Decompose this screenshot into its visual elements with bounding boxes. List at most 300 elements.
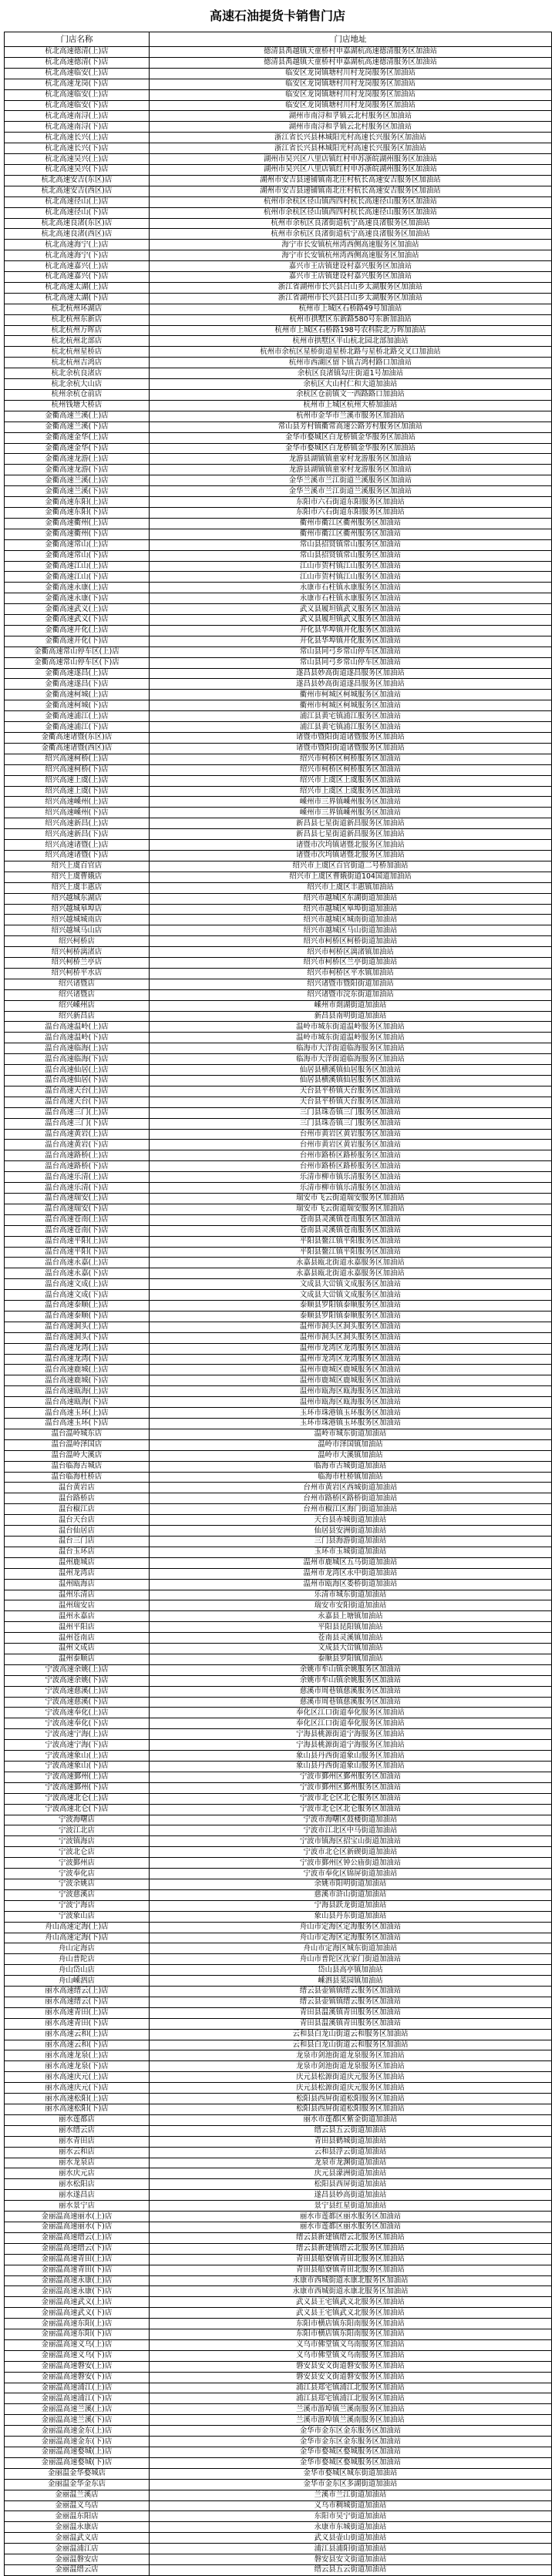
store-name-cell: 温台高速温岭(下)店 bbox=[5, 1033, 150, 1043]
store-name-cell: 丽水高速龙泉(上)店 bbox=[5, 2050, 150, 2061]
table-row bbox=[5, 2308, 552, 2319]
table-row bbox=[5, 1633, 552, 1644]
store-name-cell: 杭北高速嘉兴(上)店 bbox=[5, 261, 150, 272]
store-name-cell: 杭北高速南浔(上)店 bbox=[5, 111, 150, 122]
store-address-cell: 温州市鹿城区鹿城服务区加油站 bbox=[150, 1375, 552, 1386]
table-row bbox=[5, 100, 552, 111]
store-name-cell: 宁波北仑店 bbox=[5, 1847, 150, 1858]
store-name-cell: 温台高速瓯海(下)店 bbox=[5, 1397, 150, 1408]
store-address-cell: 松阳县西屏街道松阳服务区加油站 bbox=[150, 2094, 552, 2104]
store-address-cell: 湖州市吴兴区八里店镇红村申苏浙皖湖州服务区加油站 bbox=[150, 164, 552, 175]
store-address-cell: 金华市金东区金东服务区加油站 bbox=[150, 2437, 552, 2447]
table-row bbox=[5, 1782, 552, 1793]
table-row bbox=[5, 572, 552, 583]
store-name-cell: 金丽温高速金东(上)店 bbox=[5, 2426, 150, 2437]
table-row bbox=[5, 2329, 552, 2340]
table-row bbox=[5, 1933, 552, 1943]
table-row bbox=[5, 2275, 552, 2286]
store-address-cell: 绍兴诸暨市暨阳街道加油站 bbox=[150, 979, 552, 989]
table-row bbox=[5, 1847, 552, 1858]
store-address-cell: 金华市婺城区白龙桥镇金华服务区加油站 bbox=[150, 432, 552, 443]
store-address-cell: 杭州市金华市兰溪市服务区加油站 bbox=[150, 411, 552, 421]
store-address-cell: 杭州市余杭区径山镇西四村杭长高速径山服务区加油站 bbox=[150, 196, 552, 207]
store-name-cell: 宁波镇海店 bbox=[5, 1836, 150, 1847]
store-address-cell: 瑞安市飞云街道瑞安服务区加油站 bbox=[150, 1204, 552, 1214]
store-address-cell: 缙云县新建镇缙云北服务区加油站 bbox=[150, 2232, 552, 2243]
table-row bbox=[5, 775, 552, 786]
store-name-cell: 杭北高速长兴(下)店 bbox=[5, 143, 150, 154]
table-row bbox=[5, 1547, 552, 1557]
table-row bbox=[5, 1922, 552, 1933]
store-address-cell: 衢州市柯城区柯城服务区加油站 bbox=[150, 700, 552, 711]
store-address-cell: 临安区龙岗镇塘村川村龙岗服务区加油站 bbox=[150, 89, 552, 100]
store-address-cell: 临海市大洋街道临海服务区加油站 bbox=[150, 1054, 552, 1065]
table-row bbox=[5, 2201, 552, 2212]
store-address-cell: 庆元县松源街道庆元服务区加油站 bbox=[150, 2072, 552, 2083]
store-address-cell: 武义县履坦镇武义服务区加油站 bbox=[150, 604, 552, 615]
table-row bbox=[5, 1408, 552, 1419]
store-name-cell: 温台高速泰顺(下)店 bbox=[5, 1311, 150, 1322]
store-address-cell: 温州市瓯海区娄桥街道加油站 bbox=[150, 1579, 552, 1590]
store-name-cell: 金衢高速常山停车区(下)店 bbox=[5, 657, 150, 668]
store-address-cell: 浦江县郑宅镇浦江北服务区加油站 bbox=[150, 2383, 552, 2393]
store-name-cell: 丽水景宁店 bbox=[5, 2201, 150, 2212]
table-row bbox=[5, 1858, 552, 1869]
store-address-cell: 舟山市定海区定海服务区加油站 bbox=[150, 1922, 552, 1933]
table-row bbox=[5, 625, 552, 636]
store-name-cell: 杭北高速吴兴(上)店 bbox=[5, 154, 150, 165]
table-row bbox=[5, 1568, 552, 1579]
store-address-cell: 云和县白龙山街道云和服务区加油站 bbox=[150, 2029, 552, 2040]
store-name-cell: 温台高速洞头(下)店 bbox=[5, 1332, 150, 1343]
store-address-cell: 浦江县郑宅镇浦江北服务区加油站 bbox=[150, 2393, 552, 2404]
store-address-cell: 云和县浮云街道加油站 bbox=[150, 2147, 552, 2158]
store-address-cell: 仙居县横溪镇仙居服务区加油站 bbox=[150, 1065, 552, 1076]
store-name-cell: 绍兴高速柯桥(上)店 bbox=[5, 754, 150, 764]
store-name-cell: 金衢高速金华(下)店 bbox=[5, 443, 150, 454]
store-address-cell: 东阳市吴宁街道加油站 bbox=[150, 2511, 552, 2522]
store-address-cell: 文成县大峃镇文成服务区加油站 bbox=[150, 1279, 552, 1290]
store-address-cell: 温州市瓯海区瓯海服务区加油站 bbox=[150, 1397, 552, 1408]
store-address-cell: 临海市杜桥镇加油站 bbox=[150, 1472, 552, 1483]
store-name-cell: 温台高速温岭(上)店 bbox=[5, 1022, 150, 1033]
table-row bbox=[5, 1129, 552, 1140]
table-row bbox=[5, 1279, 552, 1290]
table-row bbox=[5, 1493, 552, 1504]
store-name-cell: 杭北高速太湖(下)店 bbox=[5, 293, 150, 304]
store-name-cell: 丽水高速云和(上)店 bbox=[5, 2029, 150, 2040]
store-name-cell: 丽水高速龙泉(下)店 bbox=[5, 2061, 150, 2072]
store-address-cell: 浙江省湖州市长兴县吕山乡太湖服务区加油站 bbox=[150, 282, 552, 293]
store-name-cell: 金衢高速兰溪(上)店 bbox=[5, 411, 150, 421]
store-name-cell: 杭北高速临安(上)店 bbox=[5, 68, 150, 79]
store-address-cell: 绍兴市上虞区丰惠镇加油站 bbox=[150, 882, 552, 893]
store-address-cell: 杭州市余杭区星桥街道星桥北路与星桥北路交叉口加油站 bbox=[150, 347, 552, 358]
table-row bbox=[5, 47, 552, 58]
table-row bbox=[5, 507, 552, 518]
table-row bbox=[5, 636, 552, 647]
store-address-cell: 绍兴市越城区城南街道加油站 bbox=[150, 915, 552, 925]
store-address-cell: 临安区龙岗镇塘村川村龙岗服务区加油站 bbox=[150, 68, 552, 79]
store-name-cell: 温台高速临海(上)店 bbox=[5, 1043, 150, 1054]
table-row bbox=[5, 743, 552, 754]
store-name-cell: 丽水云和店 bbox=[5, 2147, 150, 2158]
store-address-cell: 德清县禹越镇天童桥村申嘉湖杭高速德清服务区加油站 bbox=[150, 47, 552, 58]
table-row bbox=[5, 133, 552, 143]
store-name-cell: 舟山嵊泗店 bbox=[5, 1976, 150, 1987]
table-row bbox=[5, 1343, 552, 1354]
store-name-cell: 金丽温高速武义(下)店 bbox=[5, 2308, 150, 2319]
store-address-cell: 嵊州市三界镇嵊州服务区加油站 bbox=[150, 808, 552, 818]
store-name-cell: 金衢高速柯城(下)店 bbox=[5, 700, 150, 711]
store-name-cell: 丽水莲都店 bbox=[5, 2114, 150, 2125]
store-address-cell: 丽水市莲都区丽水服务区加油站 bbox=[150, 2222, 552, 2232]
store-address-cell: 绍兴市柯桥区平水镇加油站 bbox=[150, 968, 552, 979]
store-address-cell: 台州市黄岩区黄岩服务区加油站 bbox=[150, 1129, 552, 1140]
store-address-cell: 嘉兴市王店镇建设村嘉兴服务区加油站 bbox=[150, 261, 552, 272]
store-address-cell: 丽水市莲都区紫金街道加油站 bbox=[150, 2114, 552, 2125]
store-address-cell: 三门县珠岙镇三门服务区加油站 bbox=[150, 1118, 552, 1129]
store-address-cell: 泰顺县罗阳镇泰顺服务区加油站 bbox=[150, 1311, 552, 1322]
table-row bbox=[5, 432, 552, 443]
store-name-cell: 丽水高速青田(下)店 bbox=[5, 2018, 150, 2029]
store-address-cell: 缙云县新建镇缙云北服务区加油站 bbox=[150, 2243, 552, 2254]
store-address-cell: 湖州市南浔和孚镇云北村服务区加油站 bbox=[150, 111, 552, 122]
store-name-cell: 金衢高速东阳(上)店 bbox=[5, 497, 150, 508]
table-row bbox=[5, 754, 552, 764]
table-row bbox=[5, 893, 552, 904]
store-address-cell: 余杭区仓前镇文一西路路口加油站 bbox=[150, 390, 552, 401]
store-name-cell: 宁波余姚店 bbox=[5, 1879, 150, 1889]
store-address-cell: 绍兴诸暨市浣东街道加油站 bbox=[150, 989, 552, 1000]
store-name-cell: 杭北高速临安(下)店 bbox=[5, 100, 150, 111]
table-row bbox=[5, 1214, 552, 1225]
table-row bbox=[5, 314, 552, 325]
store-name-cell: 绍兴高速诸暨(下)店 bbox=[5, 850, 150, 861]
store-address-cell: 兰溪市游埠镇兰溪南服务区加油站 bbox=[150, 2415, 552, 2426]
store-address-cell: 永康市西城街道永康北服务区加油站 bbox=[150, 2286, 552, 2297]
store-name-cell: 杭北高速南浔(下)店 bbox=[5, 122, 150, 133]
store-name-cell: 丽水高速青田(上)店 bbox=[5, 2007, 150, 2018]
store-address-cell: 慈溪市周巷镇慈溪服务区加油站 bbox=[150, 1697, 552, 1708]
store-address-cell: 常山县招贤镇常山服务区加油站 bbox=[150, 550, 552, 561]
store-name-cell: 温台高速平阳(下)店 bbox=[5, 1247, 150, 1258]
table-row bbox=[5, 2104, 552, 2115]
store-address-cell: 东阳市六石街道东阳服务区加油站 bbox=[150, 507, 552, 518]
table-row bbox=[5, 2083, 552, 2094]
store-address-cell: 温州市鹿城区五马街道加油站 bbox=[150, 1557, 552, 1568]
store-address-cell: 苍南县灵溪镇加油站 bbox=[150, 1633, 552, 1644]
table-row bbox=[5, 1354, 552, 1365]
store-name-cell: 温台三门店 bbox=[5, 1536, 150, 1547]
store-name-cell: 金丽温高速永康(下)店 bbox=[5, 2286, 150, 2297]
store-name-cell: 温台高速三门(上)店 bbox=[5, 1107, 150, 1118]
store-name-cell: 温州苍南店 bbox=[5, 1633, 150, 1644]
store-name-cell: 杭北高速临安(上)店 bbox=[5, 89, 150, 100]
table-row bbox=[5, 690, 552, 700]
store-name-cell: 绍兴上虞丰惠店 bbox=[5, 882, 150, 893]
store-address-cell: 磐安县安文街道加油站 bbox=[150, 2554, 552, 2565]
store-address-cell: 杭州市上城区石桥路198号农科院北万晖加油站 bbox=[150, 325, 552, 336]
table-row bbox=[5, 240, 552, 250]
store-address-cell: 宁波市北仑区北仑服务区加油站 bbox=[150, 1804, 552, 1815]
store-name-cell: 杭北杭州东新店 bbox=[5, 314, 150, 325]
store-name-cell: 温台高速洞头(上)店 bbox=[5, 1322, 150, 1332]
store-address-cell: 永康市西城街道永康北服务区加油站 bbox=[150, 2275, 552, 2286]
table-row bbox=[5, 1419, 552, 1429]
store-name-cell: 金丽温高速兰溪(上)店 bbox=[5, 2404, 150, 2415]
store-name-cell: 丽水高速庆元(下)店 bbox=[5, 2083, 150, 2094]
store-address-cell: 龙泉市剑池街道龙泉服务区加油站 bbox=[150, 2061, 552, 2072]
store-address-cell: 诸暨市暨阳街道诸暨服务区加油站 bbox=[150, 743, 552, 754]
store-address-cell: 绍兴市越城区皋埠街道加油站 bbox=[150, 904, 552, 915]
table-row bbox=[5, 122, 552, 133]
table-row bbox=[5, 443, 552, 454]
store-name-cell: 杭北高速嘉兴(下)店 bbox=[5, 272, 150, 283]
store-address-cell: 浙江省湖州市长兴县吕山乡太湖服务区加油站 bbox=[150, 293, 552, 304]
store-name-cell: 金丽温高速缙云(上)店 bbox=[5, 2232, 150, 2243]
store-address-cell: 宁波市镇海区招宝山街道加油站 bbox=[150, 1836, 552, 1847]
store-name-cell: 金丽温武义店 bbox=[5, 2533, 150, 2544]
store-address-cell: 玉环市玉城街道加油站 bbox=[150, 1547, 552, 1557]
store-address-cell: 常山县同弓乡常山停车区加油站 bbox=[150, 657, 552, 668]
table-row bbox=[5, 1483, 552, 1493]
table-row bbox=[5, 561, 552, 572]
table-row bbox=[5, 154, 552, 165]
table-row bbox=[5, 282, 552, 293]
table-row bbox=[5, 968, 552, 979]
store-address-cell: 台州市椒江区海门街道加油站 bbox=[150, 1504, 552, 1515]
table-row bbox=[5, 379, 552, 390]
store-address-cell: 宁波市鄞州区鄞州服务区加油站 bbox=[150, 1772, 552, 1782]
table-row bbox=[5, 68, 552, 79]
table-row bbox=[5, 111, 552, 122]
store-address-cell: 松阳县西屏街道松阳服务区加油站 bbox=[150, 2104, 552, 2115]
table-row bbox=[5, 1879, 552, 1889]
store-address-cell: 金华市金东区多湖街道加油站 bbox=[150, 2479, 552, 2490]
store-name-cell: 丽水缙云店 bbox=[5, 2125, 150, 2136]
store-name-cell: 金衢高速龙游(上)店 bbox=[5, 454, 150, 465]
store-name-cell: 温台高速永嘉(上)店 bbox=[5, 1258, 150, 1268]
store-name-cell: 金衢高速遂昌(上)店 bbox=[5, 668, 150, 679]
table-row bbox=[5, 2511, 552, 2522]
table-row bbox=[5, 2254, 552, 2265]
store-address-cell: 江山市贺村镇江山服务区加油站 bbox=[150, 572, 552, 583]
table-row bbox=[5, 358, 552, 368]
store-name-cell: 金丽温高速青田(下)店 bbox=[5, 2265, 150, 2275]
store-name-cell: 金丽温高速东阳(上)店 bbox=[5, 2319, 150, 2329]
table-row bbox=[5, 1987, 552, 1997]
store-name-cell: 绍兴诸暨店 bbox=[5, 979, 150, 989]
store-name-cell: 绍兴高速诸暨(上)店 bbox=[5, 840, 150, 851]
store-name-cell: 温州瑞安店 bbox=[5, 1600, 150, 1611]
store-address-cell: 泰顺县罗阳镇泰顺服务区加油站 bbox=[150, 1301, 552, 1312]
store-address-cell: 金华市婺城区白龙桥镇金华服务区加油站 bbox=[150, 443, 552, 454]
store-address-cell: 天台县赤城街道加油站 bbox=[150, 1515, 552, 1526]
table-row bbox=[5, 368, 552, 379]
store-address-cell: 慈溪市周巷镇慈溪服务区加油站 bbox=[150, 1686, 552, 1697]
store-address-cell: 绍兴市柯桥区柯桥街道加油站 bbox=[150, 936, 552, 947]
table-row bbox=[5, 2265, 552, 2275]
store-address-cell: 青田县温溪镇青田服务区加油站 bbox=[150, 2018, 552, 2029]
table-row bbox=[5, 1183, 552, 1194]
store-name-cell: 杭北高速德清(下)店 bbox=[5, 57, 150, 68]
table-row bbox=[5, 2072, 552, 2083]
table-row bbox=[5, 1172, 552, 1183]
store-name-cell: 温州泰顺店 bbox=[5, 1654, 150, 1664]
table-row bbox=[5, 1204, 552, 1214]
store-address-cell: 宁海县桃源街道宁海服务区加油站 bbox=[150, 1740, 552, 1751]
store-address-cell: 常山县芳村镇衢常高速公路芳村服务区加油站 bbox=[150, 421, 552, 432]
store-name-cell: 宁波高速鄞州(下)店 bbox=[5, 1782, 150, 1793]
table-row bbox=[5, 2544, 552, 2554]
store-address-cell: 缙云县五云街道加油站 bbox=[150, 2125, 552, 2136]
store-address-cell: 象山县丹西街道象山服务区加油站 bbox=[150, 1751, 552, 1762]
store-address-cell: 奉化区江口街道奉化服务区加油站 bbox=[150, 1708, 552, 1718]
store-address-cell: 青田县鹤城街道加油站 bbox=[150, 2136, 552, 2147]
store-address-cell: 天台县平桥镇天台服务区加油站 bbox=[150, 1086, 552, 1097]
table-row bbox=[5, 1065, 552, 1076]
store-name-cell: 温州平阳店 bbox=[5, 1622, 150, 1633]
store-name-cell: 温台高速泰顺(上)店 bbox=[5, 1301, 150, 1312]
store-address-cell: 余姚市牟山镇余姚服务区加油站 bbox=[150, 1664, 552, 1675]
store-name-cell: 金丽温磐安店 bbox=[5, 2554, 150, 2565]
store-address-cell: 台州市路桥区路桥服务区加油站 bbox=[150, 1150, 552, 1161]
store-name-cell: 金丽温高速义乌(下)店 bbox=[5, 2350, 150, 2361]
table-row bbox=[5, 1236, 552, 1247]
store-name-cell: 杭北高速太湖(上)店 bbox=[5, 282, 150, 293]
store-name-cell: 金丽温高速婺城(上)店 bbox=[5, 2447, 150, 2458]
store-address-cell: 兰溪市兰江街道加油站 bbox=[150, 2490, 552, 2500]
store-address-cell: 杭州市余杭区径山镇西四村杭长高速径山服务区加油站 bbox=[150, 207, 552, 218]
store-address-cell: 平阳县鳌江镇平阳服务区加油站 bbox=[150, 1247, 552, 1258]
table-row bbox=[5, 1611, 552, 1622]
table-row bbox=[5, 2533, 552, 2544]
store-address-cell: 温岭市泽国镇加油站 bbox=[150, 1439, 552, 1450]
store-name-cell: 舟山定海店 bbox=[5, 1943, 150, 1954]
table-row bbox=[5, 1526, 552, 1537]
table-row bbox=[5, 2522, 552, 2533]
table-row bbox=[5, 186, 552, 196]
store-name-cell: 宁波高速余姚(上)店 bbox=[5, 1664, 150, 1675]
table-row bbox=[5, 1718, 552, 1729]
store-address-cell: 青田县温溪镇青田服务区加油站 bbox=[150, 2007, 552, 2018]
store-address-cell: 台州市路桥区路桥街道加油站 bbox=[150, 1493, 552, 1504]
store-name-cell: 宁波海曙店 bbox=[5, 1815, 150, 1825]
table-row bbox=[5, 1557, 552, 1568]
store-name-cell: 宁波慈溪店 bbox=[5, 1889, 150, 1900]
store-address-cell: 绍兴市上虞区上虞服务区加油站 bbox=[150, 786, 552, 797]
table-row bbox=[5, 2243, 552, 2254]
store-name-cell: 杭北余杭良渚店 bbox=[5, 368, 150, 379]
store-name-cell: 杭北高速径山(下)店 bbox=[5, 207, 150, 218]
store-name-cell: 金丽温高速武义(上)店 bbox=[5, 2297, 150, 2308]
store-name-cell: 温台高速瑞安(上)店 bbox=[5, 1193, 150, 1204]
table-row bbox=[5, 915, 552, 925]
store-address-cell: 仙居县横溪镇仙居服务区加油站 bbox=[150, 1076, 552, 1086]
store-name-cell: 金丽温高速金东(下)店 bbox=[5, 2437, 150, 2447]
table-row bbox=[5, 2007, 552, 2018]
table-row bbox=[5, 1825, 552, 1836]
store-name-cell: 绍兴越城城南店 bbox=[5, 915, 150, 925]
table-row bbox=[5, 1976, 552, 1987]
store-address-cell: 舟山市普陀区沈家门街道加油站 bbox=[150, 1954, 552, 1965]
store-address-cell: 湖州市安吉县递铺镇南北庄村杭长高速安吉服务区加油站 bbox=[150, 175, 552, 186]
store-address-cell: 宁波市江北区中马街道加油站 bbox=[150, 1825, 552, 1836]
table-row bbox=[5, 400, 552, 411]
store-name-cell: 丽水高速松阳(下)店 bbox=[5, 2104, 150, 2115]
store-name-cell: 温台高速仙居(上)店 bbox=[5, 1065, 150, 1076]
store-address-cell: 江山市贺村镇江山服务区加油站 bbox=[150, 561, 552, 572]
store-name-cell: 金衢高速永康(上)店 bbox=[5, 583, 150, 593]
table-row bbox=[5, 583, 552, 593]
store-address-cell: 余姚市阳明街道加油站 bbox=[150, 1879, 552, 1889]
table-row bbox=[5, 411, 552, 421]
store-name-cell: 丽水松阳店 bbox=[5, 2179, 150, 2190]
table-row bbox=[5, 1107, 552, 1118]
store-address-cell: 杭州市拱墅区半山杭北园北部加油站 bbox=[150, 336, 552, 347]
table-row bbox=[5, 336, 552, 347]
store-address-cell: 浦江县黄宅镇浦江服务区加油站 bbox=[150, 722, 552, 733]
store-name-cell: 绍兴高速嵊州(下)店 bbox=[5, 808, 150, 818]
store-name-cell: 金丽温义乌店 bbox=[5, 2500, 150, 2511]
table-row bbox=[5, 497, 552, 508]
table-row bbox=[5, 1022, 552, 1033]
store-name-cell: 金丽温高速义乌(上)店 bbox=[5, 2339, 150, 2350]
store-name-cell: 金衢高速金华(上)店 bbox=[5, 432, 150, 443]
header-store-address: 门店地址 bbox=[150, 32, 552, 47]
store-address-cell: 海宁市长安镇杭州湾西侧高速服务区加油站 bbox=[150, 240, 552, 250]
store-address-cell: 绍兴市上虞区百官街道二号桥加油站 bbox=[150, 861, 552, 872]
store-address-cell: 衢州市衢江区衢州服务区加油站 bbox=[150, 529, 552, 539]
store-name-cell: 杭北高速良渚(西区)店 bbox=[5, 229, 150, 240]
store-address-cell: 象山县丹东街道加油站 bbox=[150, 1911, 552, 1922]
store-address-cell: 永康市石柱镇永康服务区加油站 bbox=[150, 583, 552, 593]
store-address-cell: 浦江县浦阳街道加油站 bbox=[150, 2544, 552, 2554]
table-row bbox=[5, 2350, 552, 2361]
table-row bbox=[5, 1708, 552, 1718]
table-row bbox=[5, 615, 552, 626]
store-address-cell: 杭州市拱墅区东新路580号东新加油站 bbox=[150, 314, 552, 325]
store-name-cell: 金衢高速衢州(上)店 bbox=[5, 518, 150, 529]
store-name-cell: 绍兴越城东湖店 bbox=[5, 893, 150, 904]
table-row bbox=[5, 421, 552, 432]
table-row bbox=[5, 2404, 552, 2415]
table-row bbox=[5, 1504, 552, 1515]
store-name-cell: 温台高速文成(上)店 bbox=[5, 1279, 150, 1290]
store-address-cell: 常山县同弓乡常山停车区加油站 bbox=[150, 647, 552, 657]
store-name-cell: 舟山高速定海(上)店 bbox=[5, 1922, 150, 1933]
table-row bbox=[5, 2339, 552, 2350]
table-row bbox=[5, 1225, 552, 1236]
store-name-cell: 杭州钱塘大桥店 bbox=[5, 400, 150, 411]
store-name-cell: 金丽温金华婺城店 bbox=[5, 2468, 150, 2479]
store-address-cell: 嵊泗县菜园镇加油站 bbox=[150, 1976, 552, 1987]
store-address-cell: 松阳县西屏街道加油站 bbox=[150, 2179, 552, 2190]
store-name-cell: 杭北杭州吉鸿店 bbox=[5, 358, 150, 368]
table-row bbox=[5, 529, 552, 539]
table-row bbox=[5, 722, 552, 733]
table-row bbox=[5, 882, 552, 893]
table-row bbox=[5, 2554, 552, 2565]
table-row bbox=[5, 786, 552, 797]
store-address-cell: 缙云县壶镇镇缙云服务区加油站 bbox=[150, 1987, 552, 1997]
store-name-cell: 绍兴柯桥平水店 bbox=[5, 968, 150, 979]
store-address-cell: 宁波市鄞州区鄞州服务区加油站 bbox=[150, 1782, 552, 1793]
store-address-cell: 杭州市余杭区良渚街道杭宁高速良渚服务区加油站 bbox=[150, 229, 552, 240]
table-row bbox=[5, 1900, 552, 1911]
store-name-cell: 温台高速乐清(上)店 bbox=[5, 1172, 150, 1183]
